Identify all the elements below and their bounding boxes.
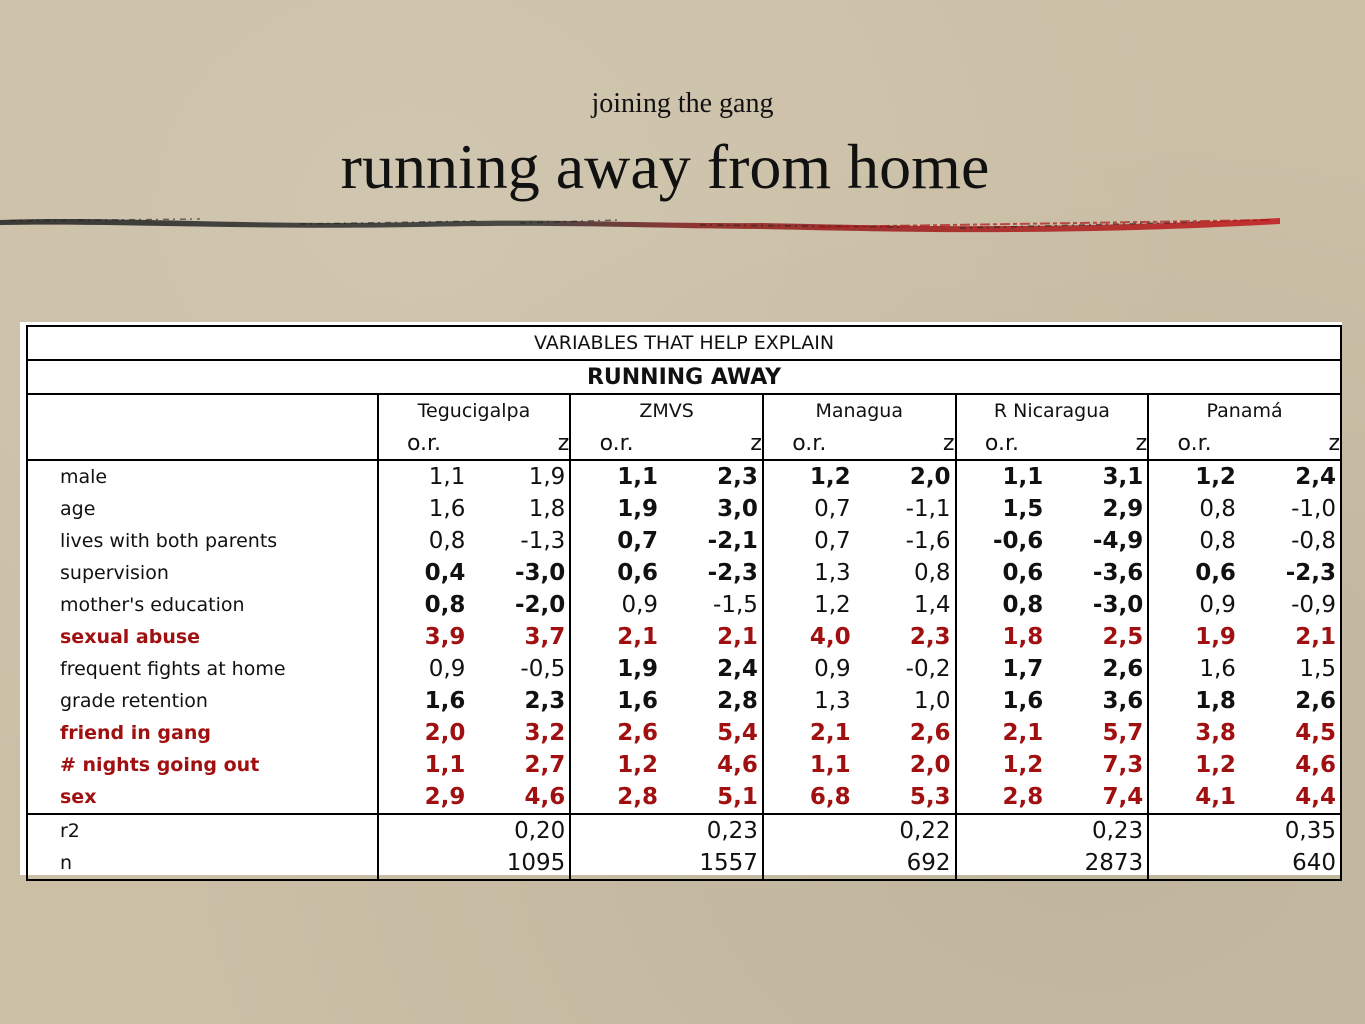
table-heading: VARIABLES THAT HELP EXPLAIN — [27, 326, 1341, 360]
z-score-cell: 7,3 — [1047, 749, 1148, 781]
table-row — [27, 589, 1341, 621]
empty-corner — [27, 394, 378, 427]
odds-ratio-cell: 1,2 — [1148, 460, 1240, 493]
z-score-cell: -0,9 — [1240, 589, 1341, 621]
z-score-cell: 5,7 — [1047, 717, 1148, 749]
row-label: sex — [27, 781, 378, 814]
summary-value: 2873 — [956, 847, 1149, 880]
z-score-cell: -2,3 — [1240, 557, 1341, 589]
z-score-cell: 2,0 — [855, 749, 956, 781]
odds-ratio-cell: 1,6 — [956, 685, 1048, 717]
z-score-cell: -0,8 — [1240, 525, 1341, 557]
z-score-cell: 3,7 — [469, 621, 570, 653]
odds-ratio-cell: 2,1 — [763, 717, 855, 749]
odds-ratio-cell: 0,9 — [1148, 589, 1240, 621]
city-header: Tegucigalpa — [378, 394, 571, 427]
odds-ratio-cell: 1,5 — [956, 493, 1048, 525]
table-row — [27, 460, 1341, 493]
odds-ratio-cell: 1,6 — [378, 493, 470, 525]
odds-ratio-cell: 0,9 — [378, 653, 470, 685]
z-score-cell: 2,8 — [662, 685, 763, 717]
row-label: sexual abuse — [27, 621, 378, 653]
odds-ratio-cell: 2,9 — [378, 781, 470, 814]
odds-ratio-cell: 0,8 — [1148, 493, 1240, 525]
odds-ratio-cell: 2,8 — [956, 781, 1048, 814]
odds-ratio-cell: 1,9 — [1148, 621, 1240, 653]
odds-ratio-cell: 0,7 — [763, 493, 855, 525]
odds-ratio-cell: 2,8 — [570, 781, 662, 814]
row-label: lives with both parents — [27, 525, 378, 557]
col-z-header: z — [469, 427, 570, 460]
z-score-cell: 3,2 — [469, 717, 570, 749]
z-score-cell: -3,0 — [1047, 589, 1148, 621]
z-score-cell: 2,3 — [855, 621, 956, 653]
odds-ratio-cell: 1,2 — [1148, 749, 1240, 781]
odds-ratio-cell: 2,6 — [570, 717, 662, 749]
z-score-cell: 2,4 — [662, 653, 763, 685]
row-label: # nights going out — [27, 749, 378, 781]
odds-ratio-cell: 1,7 — [956, 653, 1048, 685]
z-score-cell: 2,1 — [662, 621, 763, 653]
odds-ratio-cell: 1,8 — [956, 621, 1048, 653]
odds-ratio-cell: 2,1 — [956, 717, 1048, 749]
odds-ratio-cell: 1,6 — [1148, 653, 1240, 685]
odds-ratio-cell: 1,2 — [763, 589, 855, 621]
odds-ratio-cell: -0,6 — [956, 525, 1048, 557]
z-score-cell: -1,5 — [662, 589, 763, 621]
z-score-cell: 3,6 — [1047, 685, 1148, 717]
z-score-cell: -1,6 — [855, 525, 956, 557]
col-z-header: z — [1240, 427, 1341, 460]
odds-ratio-cell: 0,7 — [570, 525, 662, 557]
z-score-cell: 2,0 — [855, 460, 956, 493]
odds-ratio-cell: 3,8 — [1148, 717, 1240, 749]
col-z-header: z — [855, 427, 956, 460]
col-odds-ratio-header: o.r. — [1148, 427, 1240, 460]
odds-ratio-cell: 1,3 — [763, 557, 855, 589]
odds-ratio-cell: 0,6 — [1148, 557, 1240, 589]
summary-label: r2 — [27, 814, 378, 847]
city-header: ZMVS — [570, 394, 763, 427]
z-score-cell: 2,7 — [469, 749, 570, 781]
odds-ratio-cell: 2,1 — [570, 621, 662, 653]
col-odds-ratio-header: o.r. — [763, 427, 855, 460]
z-score-cell: -2,0 — [469, 589, 570, 621]
z-score-cell: 1,8 — [469, 493, 570, 525]
odds-ratio-cell: 1,2 — [956, 749, 1048, 781]
summary-value: 0,22 — [763, 814, 956, 847]
z-score-cell: 1,5 — [1240, 653, 1341, 685]
odds-ratio-cell: 0,6 — [956, 557, 1048, 589]
z-score-cell: 7,4 — [1047, 781, 1148, 814]
odds-ratio-cell: 0,8 — [1148, 525, 1240, 557]
z-score-cell: 4,4 — [1240, 781, 1341, 814]
odds-ratio-cell: 0,9 — [763, 653, 855, 685]
table-row — [27, 557, 1341, 589]
row-label: friend in gang — [27, 717, 378, 749]
z-score-cell: 5,1 — [662, 781, 763, 814]
z-score-cell: -3,6 — [1047, 557, 1148, 589]
z-score-cell: -3,0 — [469, 557, 570, 589]
odds-ratio-cell: 1,6 — [570, 685, 662, 717]
z-score-cell: -1,1 — [855, 493, 956, 525]
z-score-cell: 4,5 — [1240, 717, 1341, 749]
table-row — [27, 749, 1341, 781]
table-row — [27, 621, 1341, 653]
z-score-cell: 1,4 — [855, 589, 956, 621]
odds-ratio-cell: 1,1 — [378, 749, 470, 781]
results-table — [26, 325, 1342, 881]
odds-ratio-cell: 0,8 — [956, 589, 1048, 621]
odds-ratio-cell: 0,8 — [378, 589, 470, 621]
z-score-cell: 2,6 — [1240, 685, 1341, 717]
z-score-cell: 4,6 — [662, 749, 763, 781]
col-z-header: z — [1047, 427, 1148, 460]
odds-ratio-cell: 6,8 — [763, 781, 855, 814]
summary-value: 0,20 — [378, 814, 571, 847]
odds-ratio-cell: 0,6 — [570, 557, 662, 589]
z-score-cell: 2,6 — [855, 717, 956, 749]
table-row — [27, 653, 1341, 685]
summary-value: 692 — [763, 847, 956, 880]
row-label: grade retention — [27, 685, 378, 717]
z-score-cell: 2,3 — [662, 460, 763, 493]
col-odds-ratio-header: o.r. — [956, 427, 1048, 460]
z-score-cell: 2,5 — [1047, 621, 1148, 653]
city-header: Panamá — [1148, 394, 1341, 427]
odds-ratio-cell: 0,4 — [378, 557, 470, 589]
z-score-cell: 2,3 — [469, 685, 570, 717]
z-score-cell: -4,9 — [1047, 525, 1148, 557]
z-score-cell: 1,9 — [469, 460, 570, 493]
slide-subtitle: joining the gang — [591, 88, 774, 119]
empty-corner-sub — [27, 427, 378, 460]
summary-value: 0,23 — [956, 814, 1149, 847]
z-score-cell: 4,6 — [469, 781, 570, 814]
row-label: age — [27, 493, 378, 525]
table-row — [27, 525, 1341, 557]
odds-ratio-cell: 1,1 — [763, 749, 855, 781]
z-score-cell: -0,5 — [469, 653, 570, 685]
col-odds-ratio-header: o.r. — [378, 427, 470, 460]
odds-ratio-cell: 4,1 — [1148, 781, 1240, 814]
odds-ratio-cell: 0,9 — [570, 589, 662, 621]
odds-ratio-cell: 0,8 — [378, 525, 470, 557]
city-header: R Nicaragua — [956, 394, 1149, 427]
odds-ratio-cell: 1,9 — [570, 653, 662, 685]
z-score-cell: 2,9 — [1047, 493, 1148, 525]
table-subheading: RUNNING AWAY — [27, 360, 1341, 394]
odds-ratio-cell: 1,3 — [763, 685, 855, 717]
z-score-cell: -0,2 — [855, 653, 956, 685]
odds-ratio-cell: 1,1 — [570, 460, 662, 493]
z-score-cell: -1,3 — [469, 525, 570, 557]
z-score-cell: -2,1 — [662, 525, 763, 557]
z-score-cell: 5,3 — [855, 781, 956, 814]
table-row — [27, 717, 1341, 749]
col-odds-ratio-header: o.r. — [570, 427, 662, 460]
table-row — [27, 493, 1341, 525]
z-score-cell: 0,8 — [855, 557, 956, 589]
summary-row — [27, 814, 1341, 847]
summary-label: n — [27, 847, 378, 880]
col-z-header: z — [662, 427, 763, 460]
z-score-cell: 4,6 — [1240, 749, 1341, 781]
z-score-cell: 2,1 — [1240, 621, 1341, 653]
slide-title: running away from home — [340, 131, 990, 202]
z-score-cell: -2,3 — [662, 557, 763, 589]
table-row — [27, 781, 1341, 814]
summary-value: 640 — [1148, 847, 1341, 880]
odds-ratio-cell: 1,2 — [570, 749, 662, 781]
z-score-cell: 2,4 — [1240, 460, 1341, 493]
summary-value: 0,35 — [1148, 814, 1341, 847]
odds-ratio-cell: 2,0 — [378, 717, 470, 749]
odds-ratio-cell: 1,1 — [956, 460, 1048, 493]
odds-ratio-cell: 0,7 — [763, 525, 855, 557]
summary-value: 1557 — [570, 847, 763, 880]
z-score-cell: 3,1 — [1047, 460, 1148, 493]
summary-value: 1095 — [378, 847, 571, 880]
z-score-cell: 1,0 — [855, 685, 956, 717]
odds-ratio-cell: 1,8 — [1148, 685, 1240, 717]
z-score-cell: 3,0 — [662, 493, 763, 525]
summary-value: 0,23 — [570, 814, 763, 847]
odds-ratio-cell: 4,0 — [763, 621, 855, 653]
odds-ratio-cell: 1,2 — [763, 460, 855, 493]
odds-ratio-cell: 1,6 — [378, 685, 470, 717]
row-label: frequent fights at home — [27, 653, 378, 685]
odds-ratio-cell: 3,9 — [378, 621, 470, 653]
row-label: male — [27, 460, 378, 493]
brush-divider — [0, 208, 1365, 238]
z-score-cell: 2,6 — [1047, 653, 1148, 685]
city-header: Managua — [763, 394, 956, 427]
z-score-cell: -1,0 — [1240, 493, 1341, 525]
z-score-cell: 5,4 — [662, 717, 763, 749]
row-label: mother's education — [27, 589, 378, 621]
table-row — [27, 685, 1341, 717]
odds-ratio-cell: 1,9 — [570, 493, 662, 525]
summary-row — [27, 847, 1341, 880]
odds-ratio-cell: 1,1 — [378, 460, 470, 493]
row-label: supervision — [27, 557, 378, 589]
results-table-frame — [20, 322, 1342, 875]
